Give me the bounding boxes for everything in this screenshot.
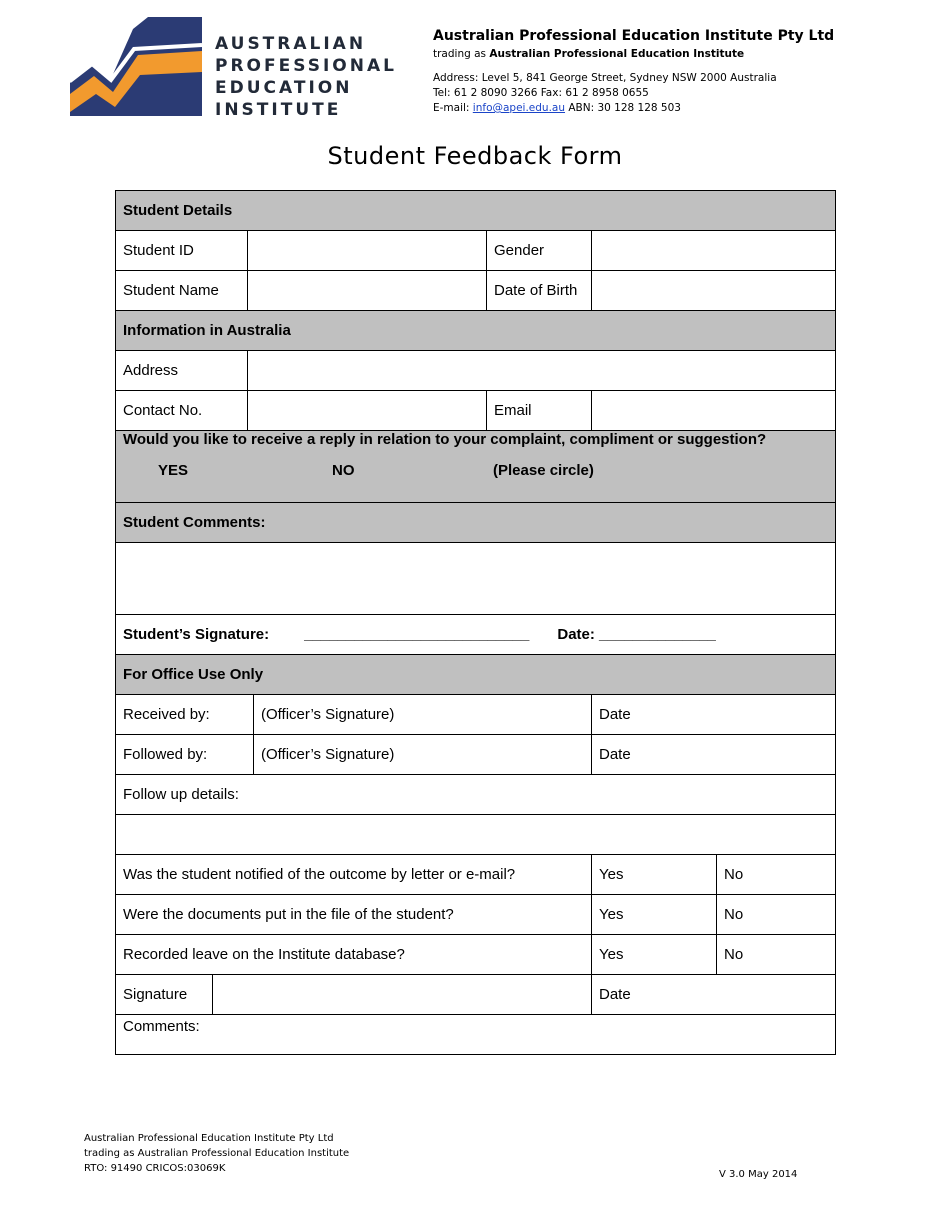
organisation-details xyxy=(433,28,834,116)
footer-line-3: RTO: 91490 CRICOS:03069K xyxy=(84,1163,226,1174)
student-date-field[interactable]: Date: ______________ xyxy=(557,626,716,643)
followed-date-field[interactable]: Date xyxy=(591,735,835,774)
footer-org xyxy=(84,1131,349,1176)
label-gender: Gender xyxy=(486,231,591,270)
row-documents xyxy=(116,894,835,934)
label-received-by: Received by: xyxy=(123,706,210,723)
documents-no[interactable]: No xyxy=(716,895,835,934)
section-student-comments xyxy=(116,502,835,542)
trading-as xyxy=(433,47,834,62)
row-followed-by xyxy=(116,734,835,774)
trading-prefix: trading as xyxy=(433,48,490,60)
row-contact xyxy=(116,390,835,430)
label-dob: Date of Birth xyxy=(486,271,591,310)
row-received-by xyxy=(116,694,835,734)
database-yes[interactable]: Yes xyxy=(591,935,716,974)
footer-version: V 3.0 May 2014 xyxy=(719,1169,798,1180)
institute-logo xyxy=(70,17,205,119)
followed-signature-field[interactable]: (Officer’s Signature) xyxy=(253,735,591,774)
row-student-name xyxy=(116,270,835,310)
row-database xyxy=(116,934,835,974)
please-circle-note: (Please circle) xyxy=(493,462,594,479)
question-database: Recorded leave on the Institute database? xyxy=(123,946,405,963)
section-info-australia xyxy=(116,310,835,350)
office-comments-field[interactable]: Comments: xyxy=(123,1018,200,1035)
email-prefix: E-mail: xyxy=(433,102,473,114)
notified-no[interactable]: No xyxy=(716,855,835,894)
abn: ABN: 30 128 128 503 xyxy=(565,102,681,114)
reply-question-text: Would you like to receive a reply in relation to your complaint, compliment or suggestion? xyxy=(123,431,767,448)
label-signature: Signature xyxy=(123,986,188,1003)
contact-field[interactable] xyxy=(247,391,486,430)
logo-line-2: PROFESSIONAL xyxy=(215,56,397,76)
notified-yes[interactable]: Yes xyxy=(591,855,716,894)
org-name: Australian Professional Education Institute Pty Ltd xyxy=(433,28,835,44)
logo-line-4: INSTITUTE xyxy=(215,100,342,120)
section-heading: Information in Australia xyxy=(116,311,835,350)
database-no[interactable]: No xyxy=(716,935,835,974)
received-signature-field[interactable]: (Officer’s Signature) xyxy=(253,695,591,734)
label-address: Address xyxy=(123,362,179,379)
label-follow-up: Follow up details: xyxy=(123,786,239,803)
row-student-signature xyxy=(116,614,835,654)
email-field[interactable] xyxy=(591,391,835,430)
section-heading: For Office Use Only xyxy=(116,655,835,694)
row-signature xyxy=(116,974,835,1014)
label-student-name: Student Name xyxy=(123,282,219,299)
documents-yes[interactable]: Yes xyxy=(591,895,716,934)
footer-line-2: trading as Australian Professional Education Institute xyxy=(84,1148,350,1159)
feedback-form xyxy=(115,190,836,1055)
option-yes[interactable]: YES xyxy=(158,462,189,479)
row-notified xyxy=(116,854,835,894)
student-name-field[interactable] xyxy=(247,271,486,310)
trading-name: Australian Professional Education Institute xyxy=(489,48,745,60)
section-student-details xyxy=(116,191,835,230)
reply-options xyxy=(123,462,828,492)
row-address xyxy=(116,350,835,390)
logo-line-1: AUSTRALIAN xyxy=(215,34,367,54)
logo-wordmark xyxy=(215,33,397,121)
office-signature-field[interactable] xyxy=(212,975,591,1014)
gender-field[interactable] xyxy=(591,231,835,270)
section-heading: Student Details xyxy=(116,191,835,230)
office-date-field[interactable]: Date xyxy=(591,975,835,1014)
label-email: Email xyxy=(486,391,591,430)
row-comments-area xyxy=(116,542,835,614)
row-student-id xyxy=(116,230,835,270)
student-signature-field[interactable]: ___________________________ xyxy=(304,626,530,643)
follow-up-field[interactable] xyxy=(116,815,835,854)
question-notified: Was the student notified of the outcome by letter or e-mail? xyxy=(123,866,516,883)
footer-line-1: Australian Professional Education Institute Pty Ltd xyxy=(84,1133,334,1144)
row-follow-up xyxy=(116,774,835,814)
label-student-id: Student ID xyxy=(123,242,194,259)
label-followed-by: Followed by: xyxy=(123,746,208,763)
signature-line-cell xyxy=(116,615,835,654)
section-heading: Student Comments: xyxy=(116,503,835,542)
label-student-signature: Student’s Signature: xyxy=(123,626,270,643)
page-title: Student Feedback Form xyxy=(327,142,623,170)
org-email-abn xyxy=(433,101,834,116)
row-follow-up-area xyxy=(116,814,835,854)
received-date-field[interactable]: Date xyxy=(591,695,835,734)
row-comments xyxy=(116,1014,835,1054)
dob-field[interactable] xyxy=(591,271,835,310)
label-contact: Contact No. xyxy=(123,402,203,419)
logo-line-3: EDUCATION xyxy=(215,78,353,98)
student-id-field[interactable] xyxy=(247,231,486,270)
org-address: Address: Level 5, 841 George Street, Sydney NSW 2000 Australia xyxy=(433,72,777,84)
student-comments-field[interactable] xyxy=(116,543,835,614)
address-field[interactable] xyxy=(247,351,835,390)
email-link[interactable]: info@apei.edu.au xyxy=(472,102,566,114)
reply-question xyxy=(116,430,835,502)
org-phone: Tel: 61 2 8090 3266 Fax: 61 2 8958 0655 xyxy=(433,87,649,99)
option-no[interactable]: NO xyxy=(332,462,355,479)
section-office-use xyxy=(116,654,835,694)
question-documents: Were the documents put in the file of the student? xyxy=(123,906,454,923)
